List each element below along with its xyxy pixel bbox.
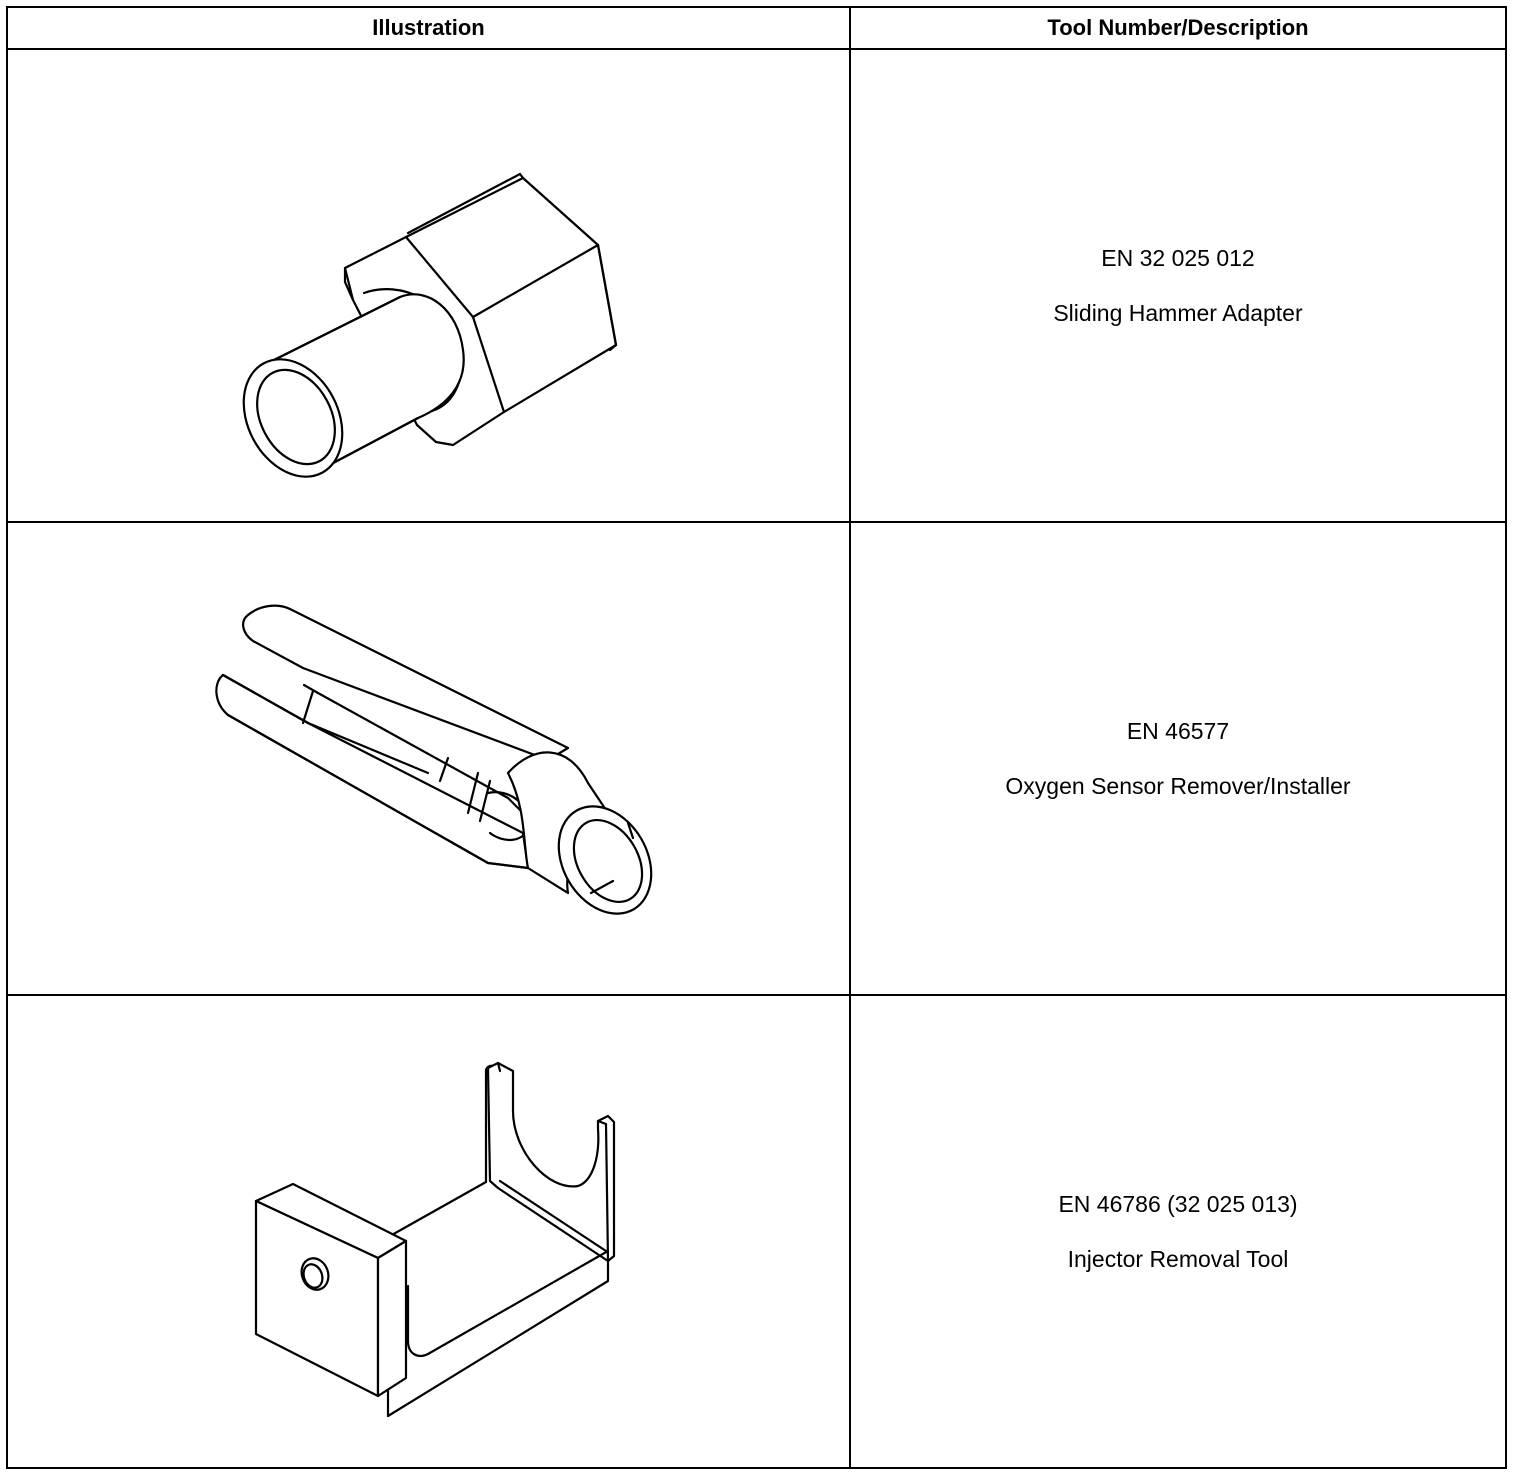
table-row xyxy=(7,522,1506,995)
illustration-cell xyxy=(7,995,850,1468)
tool-description: Oxygen Sensor Remover/Installer xyxy=(1005,773,1351,799)
header-illustration: Illustration xyxy=(7,7,850,49)
tool-description: Sliding Hammer Adapter xyxy=(1053,300,1303,326)
table-row xyxy=(7,49,1506,522)
illustration-cell xyxy=(7,522,850,995)
oxygen-sensor-socket-drawing-icon xyxy=(8,523,851,994)
description-cell xyxy=(850,995,1506,1468)
header-row xyxy=(7,7,1506,49)
tool-table xyxy=(6,6,1507,1469)
sliding-hammer-adapter-drawing-icon xyxy=(8,50,851,521)
description-cell xyxy=(850,49,1506,522)
illustration-cell xyxy=(7,49,850,522)
table-row xyxy=(7,995,1506,1468)
tool-number: EN 46786 (32 025 013) xyxy=(1058,1191,1298,1217)
tool-description: Injector Removal Tool xyxy=(1067,1246,1289,1272)
description-cell xyxy=(850,522,1506,995)
injector-removal-tool-drawing-icon xyxy=(8,996,851,1467)
tool-number: EN 32 025 012 xyxy=(1101,245,1255,271)
tool-number: EN 46577 xyxy=(1126,718,1230,744)
header-tool-description: Tool Number/Description xyxy=(850,7,1506,49)
